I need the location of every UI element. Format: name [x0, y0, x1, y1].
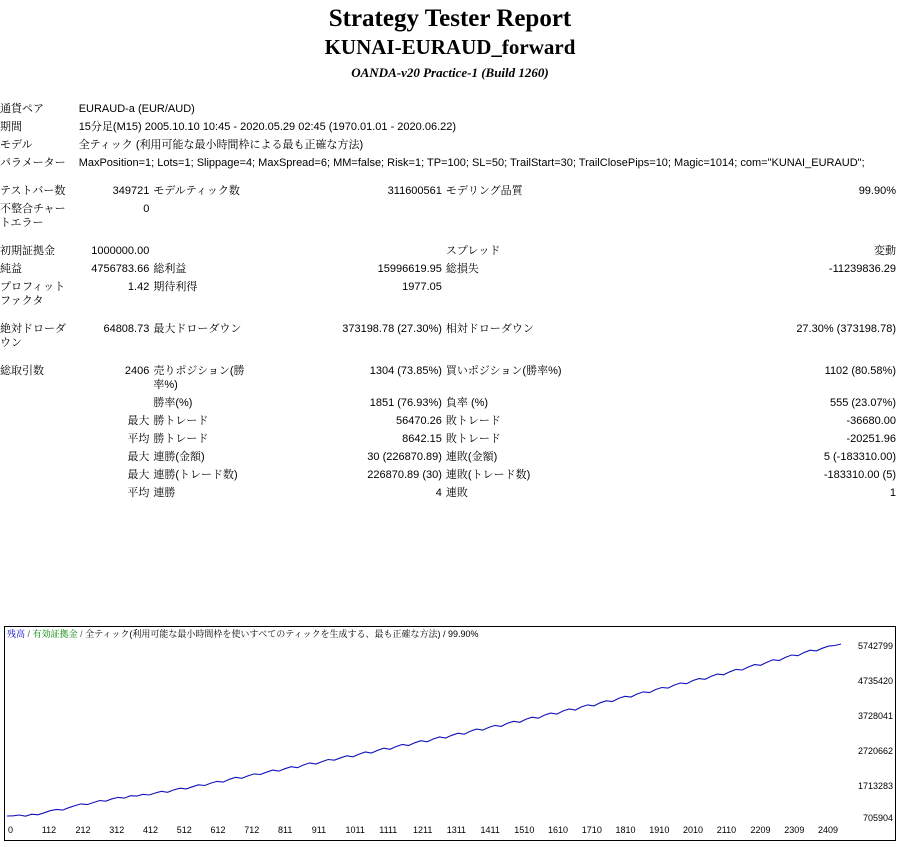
- label-max-consecutive-wins: 連勝(金額): [153, 451, 205, 463]
- x-tick-label: 1610: [548, 825, 569, 835]
- label-parameters: パラメーター: [0, 157, 66, 169]
- value-average-win: 8642.15: [402, 433, 442, 445]
- equity-chart: [4, 626, 896, 841]
- row-drawdown: [0, 320, 900, 352]
- label-average-consecutive: 平均: [127, 487, 150, 499]
- x-tick-label: 1910: [649, 825, 670, 835]
- value-total-trades: 2406: [124, 365, 150, 377]
- label-model-ticks: モデルティック数: [153, 185, 240, 197]
- x-tick-label: 911: [311, 825, 327, 835]
- row-period: [0, 118, 900, 136]
- label-average-consecutive-losses: 連敗: [445, 487, 468, 499]
- chart-x-axis-labels: [5, 825, 897, 839]
- value-expected-payoff: 1977.05: [402, 281, 442, 293]
- report-server-info: OANDA-v20 Practice-1 (Build 1260): [351, 65, 549, 80]
- value-loss-rate: 555 (23.07%): [829, 397, 896, 409]
- label-spread: スプレッド: [445, 245, 501, 257]
- label-relative-drawdown: 相対ドローダウン: [445, 323, 534, 335]
- row-maximal-consecutive-count: [0, 466, 900, 484]
- spacer-row: [0, 352, 900, 362]
- value-average-consecutive-losses: 1: [889, 487, 896, 499]
- label-test-bars: テストバー数: [0, 185, 66, 197]
- label-max-consecutive: 最大: [127, 451, 150, 463]
- x-tick-label: 1710: [581, 825, 602, 835]
- value-largest-win: 56470.26: [396, 415, 442, 427]
- row-profit-factor: [0, 278, 900, 310]
- report-stats-table: [0, 90, 900, 502]
- spacer-row: [0, 310, 900, 320]
- row-total-trades: [0, 362, 900, 394]
- x-tick-label: 1111: [379, 825, 398, 835]
- label-symbol: 通貨ペア: [0, 103, 44, 115]
- value-parameters: MaxPosition=1; Lots=1; Slippage=4; MaxSpread=6; MM=false; Risk=1; TP=100; SL=50; TrailStart=30; TrailClosePips=10; Magic=1014; com="KUNAI_EURAUD";: [78, 157, 865, 169]
- value-net-profit: 4756783.66: [91, 263, 150, 275]
- x-tick-label: 512: [176, 825, 192, 835]
- value-spread: 変動: [874, 245, 896, 257]
- label-absolute-drawdown-line2: ウン: [0, 337, 22, 349]
- row-parameters: [0, 154, 900, 172]
- row-average-trade: [0, 430, 900, 448]
- chart-plot-area: [5, 641, 843, 819]
- label-absolute-drawdown: [0, 320, 79, 352]
- value-period: 15分足(M15) 2005.10.10 10:45 - 2020.05.29 02:45 (1970.01.01 - 2020.06.22): [78, 121, 457, 133]
- label-total-trades: 総取引数: [0, 365, 44, 377]
- y-tick-label: 1713283: [857, 781, 893, 791]
- report-subtitle: KUNAI-EURAUD_forward: [324, 35, 576, 59]
- row-largest-trade: [0, 412, 900, 430]
- x-tick-label: 811: [278, 825, 293, 835]
- label-win-rate: 勝率(%): [153, 397, 193, 409]
- x-tick-label: 212: [75, 825, 91, 835]
- label-profit-factor-line2: ファクタ: [0, 295, 44, 307]
- x-tick-label: 112: [41, 825, 57, 835]
- label-largest-win: 勝トレード: [153, 415, 209, 427]
- value-win-rate: 1851 (76.93%): [369, 397, 442, 409]
- row-initial-deposit: [0, 242, 900, 260]
- x-tick-label: 2209: [750, 825, 771, 835]
- label-mismatched-errors-line1: 不整合チャー: [0, 203, 66, 215]
- label-mismatched-errors: [0, 200, 79, 232]
- value-max-consecutive-losses: 5 (-183310.00): [823, 451, 896, 463]
- value-mismatched-errors: 0: [143, 203, 150, 215]
- label-profit-factor-line1: プロフィット: [0, 281, 66, 293]
- x-tick-label: 2309: [784, 825, 805, 835]
- value-relative-drawdown: 27.30% (373198.78): [796, 323, 896, 335]
- y-tick-label: 2720662: [857, 746, 893, 756]
- spacer-row: [0, 172, 900, 182]
- label-average-loss: 敗トレード: [445, 433, 501, 445]
- value-model: 全ティック (利用可能な最小時間枠による最も正確な方法): [78, 139, 364, 151]
- label-long-positions: 買いポジション(勝率%): [445, 365, 562, 377]
- label-model: モデル: [0, 139, 33, 151]
- label-max-consecutive-losses: 連敗(金額): [445, 451, 498, 463]
- label-average: 平均: [127, 433, 150, 445]
- label-average-consecutive-wins: 連勝: [153, 487, 176, 499]
- label-max-drawdown: 最大ドローダウン: [153, 323, 242, 335]
- y-tick-label: 5742799: [857, 641, 893, 651]
- row-symbol: [0, 100, 900, 118]
- row-win-loss-rate: [0, 394, 900, 412]
- value-absolute-drawdown: 64808.73: [103, 323, 150, 335]
- label-loss-rate: 負率 (%): [445, 397, 489, 409]
- x-tick-label: 2110: [716, 825, 737, 835]
- x-tick-label: 1011: [345, 825, 365, 835]
- value-max-drawdown: 373198.78 (27.30%): [342, 323, 442, 335]
- spacer-row: [0, 90, 900, 100]
- label-mismatched-errors-line2: トエラー: [0, 217, 44, 229]
- x-tick-label: 2010: [683, 825, 704, 835]
- label-gross-loss: 総損失: [445, 263, 479, 275]
- legend-balance: 残高: [7, 629, 26, 639]
- report-header: [0, 0, 900, 84]
- x-tick-label: 412: [143, 825, 159, 835]
- chart-legend: [7, 629, 479, 640]
- label-initial-deposit: 初期証拠金: [0, 245, 55, 257]
- legend-equity: 有効証拠金: [32, 629, 78, 639]
- label-absolute-drawdown-line1: 絶対ドローダ: [0, 323, 66, 335]
- x-tick-label: 712: [244, 825, 260, 835]
- label-modeling-quality: モデリング品質: [445, 185, 523, 197]
- y-tick-label: 705904: [862, 813, 893, 823]
- value-average-loss: -20251.96: [846, 433, 896, 445]
- y-tick-label: 4735420: [857, 676, 893, 686]
- label-period: 期間: [0, 121, 22, 133]
- spacer-row: [0, 232, 900, 242]
- page-title: Strategy Tester Report: [328, 5, 572, 32]
- label-gross-profit: 総利益: [153, 263, 187, 275]
- label-profit-factor: [0, 278, 79, 310]
- x-tick-label: 1211: [413, 825, 433, 835]
- row-bars-ticks-quality: [0, 182, 900, 200]
- x-tick-label: 2409: [818, 825, 839, 835]
- y-tick-label: 3728041: [857, 711, 893, 721]
- label-average-win: 勝トレード: [153, 433, 209, 445]
- value-maximal-consecutive-loss: -183310.00 (5): [823, 469, 896, 481]
- value-average-consecutive-wins: 4: [435, 487, 442, 499]
- x-tick-label: 1810: [615, 825, 636, 835]
- label-maximal-consecutive: 最大: [127, 469, 150, 481]
- value-initial-deposit: 1000000.00: [91, 245, 150, 257]
- label-largest-loss: 敗トレード: [445, 415, 501, 427]
- x-tick-label: 612: [210, 825, 226, 835]
- row-max-consecutive-amount: [0, 448, 900, 466]
- value-symbol: EURAUD-a (EUR/AUD): [78, 103, 195, 115]
- chart-y-axis-labels: [843, 641, 893, 823]
- value-max-consecutive-wins: 30 (226870.89): [367, 451, 442, 463]
- balance-curve: [5, 641, 843, 819]
- legend-model-note: 全ティック(利用可能な最小時間枠を使いすべてのティックを生成する、最も正確な方法) / 99.90%: [85, 629, 479, 639]
- label-maximal-consecutive-loss: 連敗(トレード数): [445, 469, 531, 481]
- label-net-profit: 純益: [0, 263, 22, 275]
- row-net-profit: [0, 260, 900, 278]
- row-model: [0, 136, 900, 154]
- label-expected-payoff: 期待利得: [153, 281, 198, 293]
- row-average-consecutive: [0, 484, 900, 502]
- legend-separator-2: /: [80, 629, 83, 639]
- x-tick-label: 1411: [480, 825, 500, 835]
- value-test-bars: 349721: [112, 185, 150, 197]
- value-short-positions: 1304 (73.85%): [369, 365, 442, 377]
- value-largest-loss: -36680.00: [846, 415, 896, 427]
- label-short-positions: 売りポジション(勝率%): [153, 365, 245, 391]
- value-model-ticks: 311600561: [387, 185, 442, 197]
- x-tick-label: 1311: [446, 825, 467, 835]
- x-tick-label: 312: [109, 825, 125, 835]
- x-tick-label: 0: [8, 825, 14, 835]
- value-modeling-quality: 99.90%: [858, 185, 896, 197]
- row-mismatched-errors: [0, 200, 900, 232]
- label-maximal-consecutive-profit: 連勝(トレード数): [153, 469, 238, 481]
- value-gross-profit: 15996619.95: [377, 263, 442, 275]
- value-gross-loss: -11239836.29: [828, 263, 896, 275]
- value-maximal-consecutive-profit: 226870.89 (30): [367, 469, 442, 481]
- legend-separator-1: /: [27, 629, 31, 639]
- value-long-positions: 1102 (80.58%): [824, 365, 896, 377]
- x-tick-label: 1510: [514, 825, 535, 835]
- label-largest: 最大: [127, 415, 150, 427]
- value-profit-factor: 1.42: [127, 281, 150, 293]
